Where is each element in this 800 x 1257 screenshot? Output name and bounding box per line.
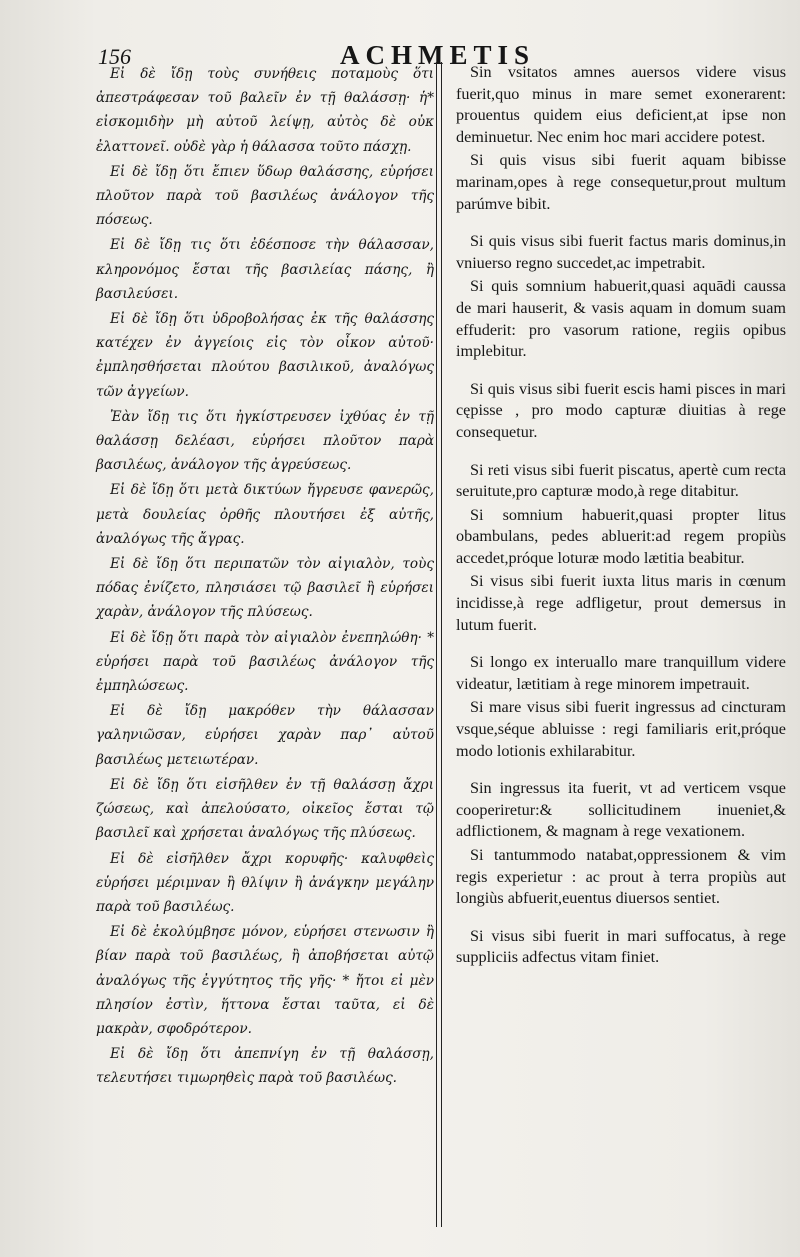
latin-paragraph: Si mare visus sibi fuerit ingressus ad cincturam vsque,séque abluisse : regi familiaris erit,próque modo lotionis exhilarabitur. (456, 698, 786, 760)
greek-paragraph: Εἰ δὲ ἐκολύμβησε μόνον, εὑρήσει στενωσιν ἢ βίαν παρὰ τοῦ βασιλέως, ἢ ἀποβήσεται αὐτῷ ἀναλόγως τῆς ἐγγύτητος τῆς γῆς· * ἤτοι εἰ μὲν πλησίον ἐστὶν, ἥττονα ἔσται ταῦτα, εἰ δὲ μακρὰν, σφοδρότερον. (96, 924, 434, 1037)
greek-paragraph: Εἰ δὲ ἴδῃ μακρόθεν τὴν θάλασσαν γαληνιῶσαν, εὑρήσει χαρὰν παρ᾽ αὐτοῦ βασιλέως μετειωτέραν. (96, 703, 434, 768)
greek-paragraph: Εἰ δὲ ἴδῃ ὅτι παρὰ τὸν αἰγιαλὸν ἐνεπηλώθη· * εὑρήσει παρὰ τοῦ βασιλέως ἀνάλογον τῆς ἐμπηλώσεως. (96, 629, 434, 695)
greek-paragraph: Ἐὰν ἴδῃ τις ὅτι ἠγκίστρευσεν ἰχθύας ἐν τῇ θαλάσσῃ δελέασι, εὑρήσει πλοῦτον παρὰ βασιλέως, ἀνάλογον τῆς ἀγρεύσεως. (96, 408, 434, 474)
greek-paragraph: Εἰ δὲ ἴδῃ ὅτι ἀπεπνίγη ἐν τῇ θαλάσσῃ, τελευτήσει τιμωρηθεὶς παρὰ τοῦ βασιλέως. (96, 1046, 434, 1087)
page-number: 156 (98, 44, 131, 69)
greek-paragraph: Εἰ δὲ ἴδῃ ὅτι ὑδροβολήσας ἐκ τῆς θαλάσσης κατέχεν ἐν ἀγγείοις εἰς τὸν οἶκον αὐτοῦ· ἐμπλησθήσεται πλούτου βασιλικοῦ, ἀναλόγως τῶν ἀγγείων. (96, 311, 434, 400)
latin-paragraph: Si quis somnium habuerit,quasi aquādi caussa de mari hauserit, & vasis aquam in domum suam effuderit: pro vasorum ratione, regiis opibus implebitur. (456, 277, 786, 361)
greek-paragraph: Εἰ δὲ ἴδῃ τις ὅτι ἐδέσποσε τὴν θάλασσαν, κληρονόμος ἔσται τῆς βασιλείας πάσης, ἢ βασιλεύσει. (96, 237, 434, 302)
latin-paragraph: Si reti visus sibi fuerit piscatus, apertè cum recta seruitute,pro capturæ modo,à rege ditabitur. (456, 460, 786, 501)
latin-column (456, 62, 786, 985)
greek-paragraph: Εἰ δὲ ἴδῃ ὅτι εἰσῆλθεν ἐν τῇ θαλάσσῃ ἄχρι ζώσεως, καὶ ἀπελούσατο, οἰκεῖος ἔσται τῷ βασιλεῖ καὶ χρήσεται ἀναλόγως τῆς πλύσεως. (96, 776, 434, 842)
latin-paragraph: Si tantummodo natabat,oppressionem & vim regis experietur : ac prout à terra propiùs aut longiùs abfuerit,euentus diuersos sentiet. (456, 846, 786, 908)
greek-paragraph: Εἰ δὲ ἴδῃ τοὺς συνήθεις ποταμοὺς ὅτι ἀπεστράφεσαν τοῦ βαλεῖν ἐν τῇ θαλάσσῃ· ἡ* εἰσκομιδὴν μὴ αὐτοῦ λείψῃ, αὐτὸς δὲ οὐκ ἐλαττονεῖ. οὐδὲ γὰρ ἡ θάλασσα τοῦτο πάσχῃ. (96, 66, 434, 155)
greek-column (96, 62, 434, 1092)
latin-paragraph: Sin vsitatos amnes auersos videre visus fuerit,quo minus in mare semet exonerarent: prouentus quidem eius deficient,at ipse non deminuetur. Nec enim hoc mari accidere potest. (456, 63, 786, 146)
latin-paragraph: Si visus sibi fuerit in mari suffocatus, à rege suppliciis adfectus vitam finiet. (456, 926, 786, 967)
latin-paragraph: Si quis visus sibi fuerit factus maris dominus,in vniuerso regno succedet,ac impetrabit. (456, 232, 786, 272)
greek-paragraph: Εἰ δὲ ἴδῃ ὅτι μετὰ δικτύων ἤγρευσε φανερῶς, μετὰ δουλείας ὀρθῆς πλουτήσει ἐξ αὐτῆς, ἀναλόγως τῆς ἄγρας. (96, 482, 434, 547)
greek-paragraph: Εἰ δὲ εἰσῆλθεν ἄχρι κορυφῆς· καλυφθεὶς εὑρήσει μέριμναν ἢ θλίψιν ἢ ἀνάγκην μεγάλην παρὰ τοῦ βασιλέως. (96, 850, 434, 915)
greek-paragraph: Εἰ δὲ ἴδῃ ὅτι ἔπιεν ὕδωρ θαλάσσης, εὑρήσει πλοῦτον παρὰ τοῦ βασιλέως ἀνάλογον τῆς πόσεως. (96, 163, 434, 229)
latin-paragraph: Si quis visus sibi fuerit aquam bibisse marinam,opes à rege consequetur,prout multum parúmve bibit. (456, 151, 786, 213)
latin-paragraph: Si quis visus sibi fuerit escis hami pisces in mari cępisse , pro modo capturæ diuitias à rege consequetur. (456, 379, 786, 441)
latin-paragraph: Sin ingressus ita fuerit, vt ad verticem vsque cooperiretur:& sollicitudinem inueniet,& adflictionem, & magnam à rege vexationem. (456, 779, 786, 841)
latin-paragraph: Si somnium habuerit,quasi propter litus obambulans, pedes abluerit:ad regem propiùs accedet,próque loturæ modo lætitia beabitur. (456, 505, 786, 567)
greek-paragraph: Εἰ δὲ ἴδῃ ὅτι περιπατῶν τὸν αἰγιαλὸν, τοὺς πόδας ἐνίζετο, πλησιάσει τῷ βασιλεῖ ἢ εὑρήσει χαρὰν, ἀνάλογον τῆς πλύσεως. (96, 556, 434, 621)
column-divider (436, 62, 442, 1227)
latin-paragraph: Si visus sibi fuerit iuxta litus maris in cœnum incidisse,à rege adfligetur, prout demersus in lutum fuerit. (456, 572, 786, 634)
running-title: ACHMETIS (340, 40, 536, 70)
latin-paragraph: Si longo ex interuallo mare tranquillum videre videatur, lætitiam à rege minorem impetrauit. (456, 653, 786, 693)
